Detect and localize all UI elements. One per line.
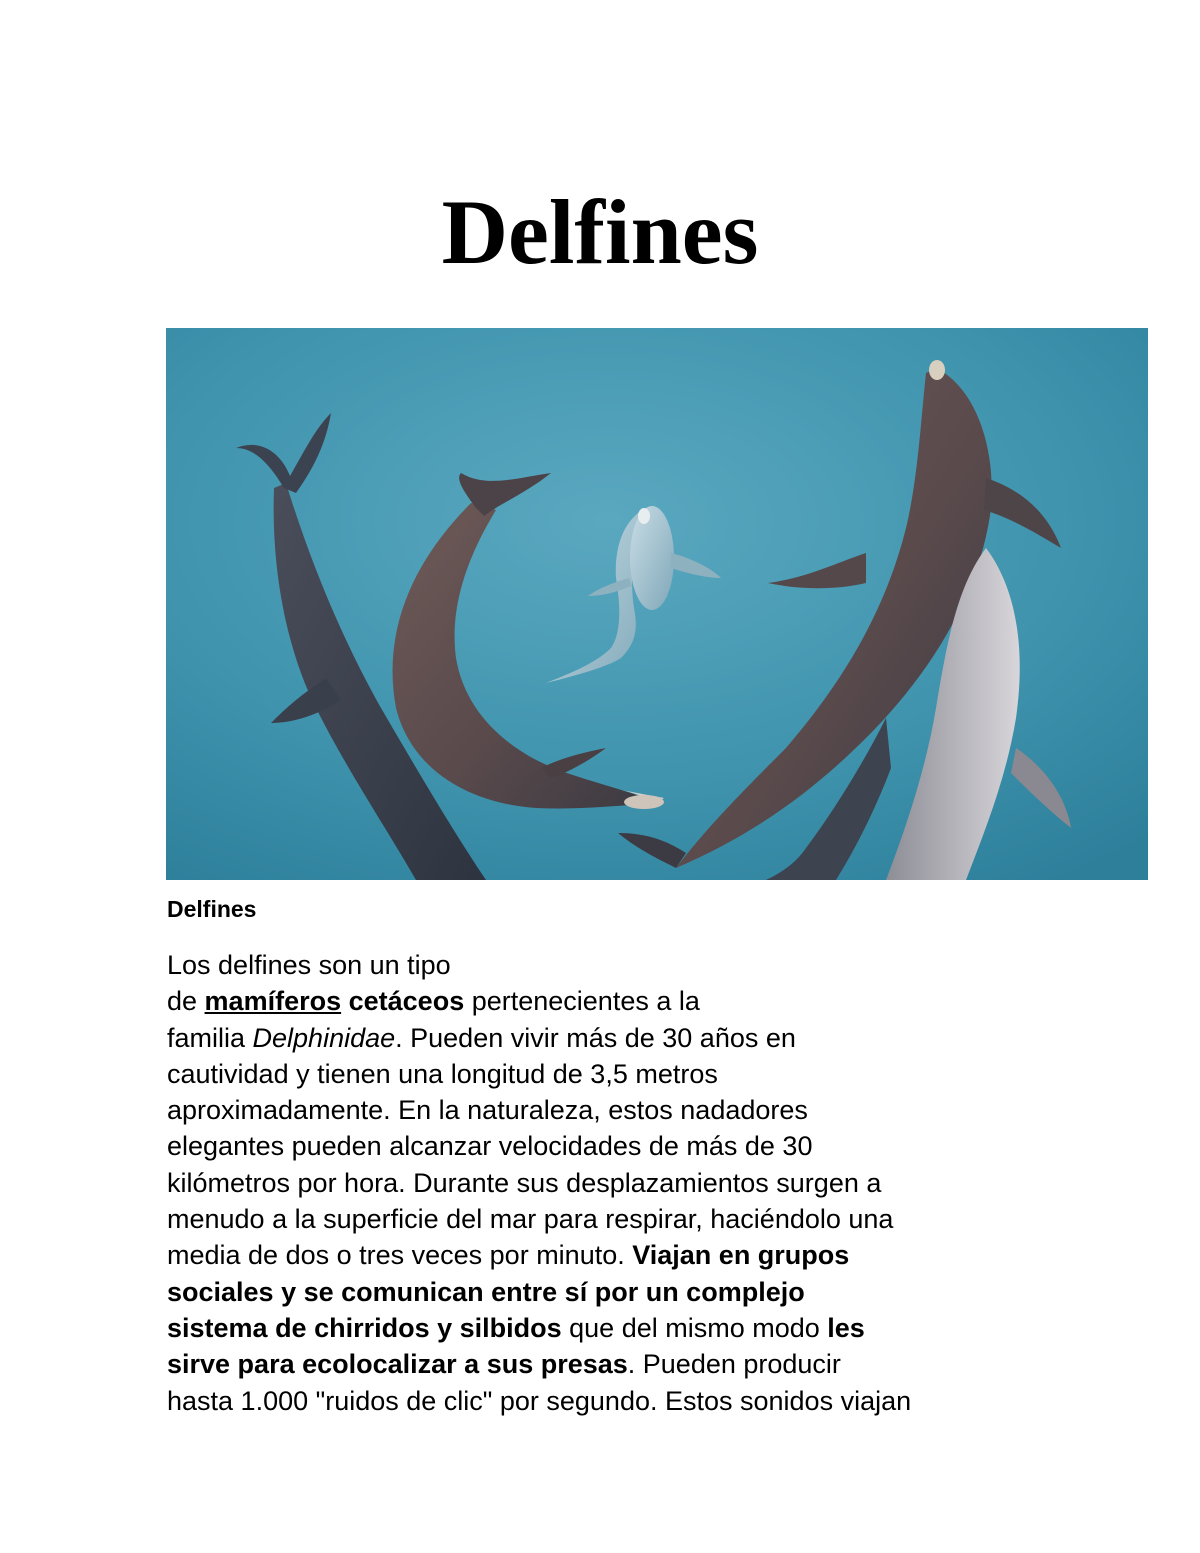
- text-segment: hasta 1.000 "ruidos de clic" por segundo. Estos sonidos viajan: [167, 1385, 912, 1416]
- text-line: [167, 1165, 1047, 1201]
- page-title: Delfines: [441, 181, 759, 283]
- bold-phrase: Viajan en grupos: [632, 1240, 850, 1271]
- bold-phrase: sistema de chirridos y silbidos: [167, 1312, 562, 1343]
- text-segment: familia: [167, 1022, 253, 1053]
- text-segment: de: [167, 986, 205, 1017]
- dolphins-illustration: [166, 328, 1148, 880]
- text-segment: menudo a la superficie del mar para respirar, haciéndolo una: [167, 1204, 894, 1235]
- text-segment: pertenecientes a la: [464, 986, 700, 1017]
- text-line: [167, 1056, 1047, 1092]
- bold-phrase: les: [827, 1312, 865, 1343]
- text-line: [167, 947, 1047, 983]
- text-line: [167, 1201, 1047, 1237]
- text-segment: que del mismo modo: [561, 1312, 828, 1343]
- text-line: [167, 1346, 1047, 1382]
- text-segment: [341, 986, 349, 1016]
- text-line: [167, 1383, 1047, 1419]
- text-line: [167, 983, 1047, 1019]
- text-line: [167, 1274, 1047, 1310]
- bold-phrase: sociales y se comunican entre sí por un complejo: [167, 1276, 805, 1307]
- text-segment: cautividad y tienen una longitud de 3,5 metros: [167, 1058, 718, 1089]
- text-line: [167, 1092, 1047, 1128]
- bold-term: cetáceos: [348, 986, 465, 1017]
- text-segment: . Pueden vivir más de 30 años en: [395, 1022, 796, 1053]
- mamiferos-link[interactable]: mamíferos: [204, 986, 342, 1017]
- text-segment: media de dos o tres veces por minuto.: [167, 1240, 633, 1271]
- text-line: [167, 1237, 1047, 1273]
- body-paragraph: [167, 947, 1047, 1419]
- dolphins-photo: [166, 328, 1148, 880]
- image-caption: Delfines: [167, 896, 257, 922]
- text-segment: aproximadamente. En la naturaleza, estos nadadores: [167, 1095, 808, 1126]
- text-line: [167, 1020, 1047, 1056]
- text-segment: . Pueden producir: [627, 1349, 841, 1380]
- bold-phrase: sirve para ecolocalizar a sus presas: [167, 1349, 628, 1380]
- text-segment: Los delfines son un tipo: [167, 950, 451, 980]
- text-segment: kilómetros por hora. Durante sus desplazamientos surgen a: [167, 1167, 882, 1198]
- text-line: [167, 1310, 1047, 1346]
- italic-term: Delphinidae: [252, 1022, 396, 1053]
- text-segment: elegantes pueden alcanzar velocidades de más de 30: [167, 1131, 813, 1162]
- text-line: [167, 1128, 1047, 1164]
